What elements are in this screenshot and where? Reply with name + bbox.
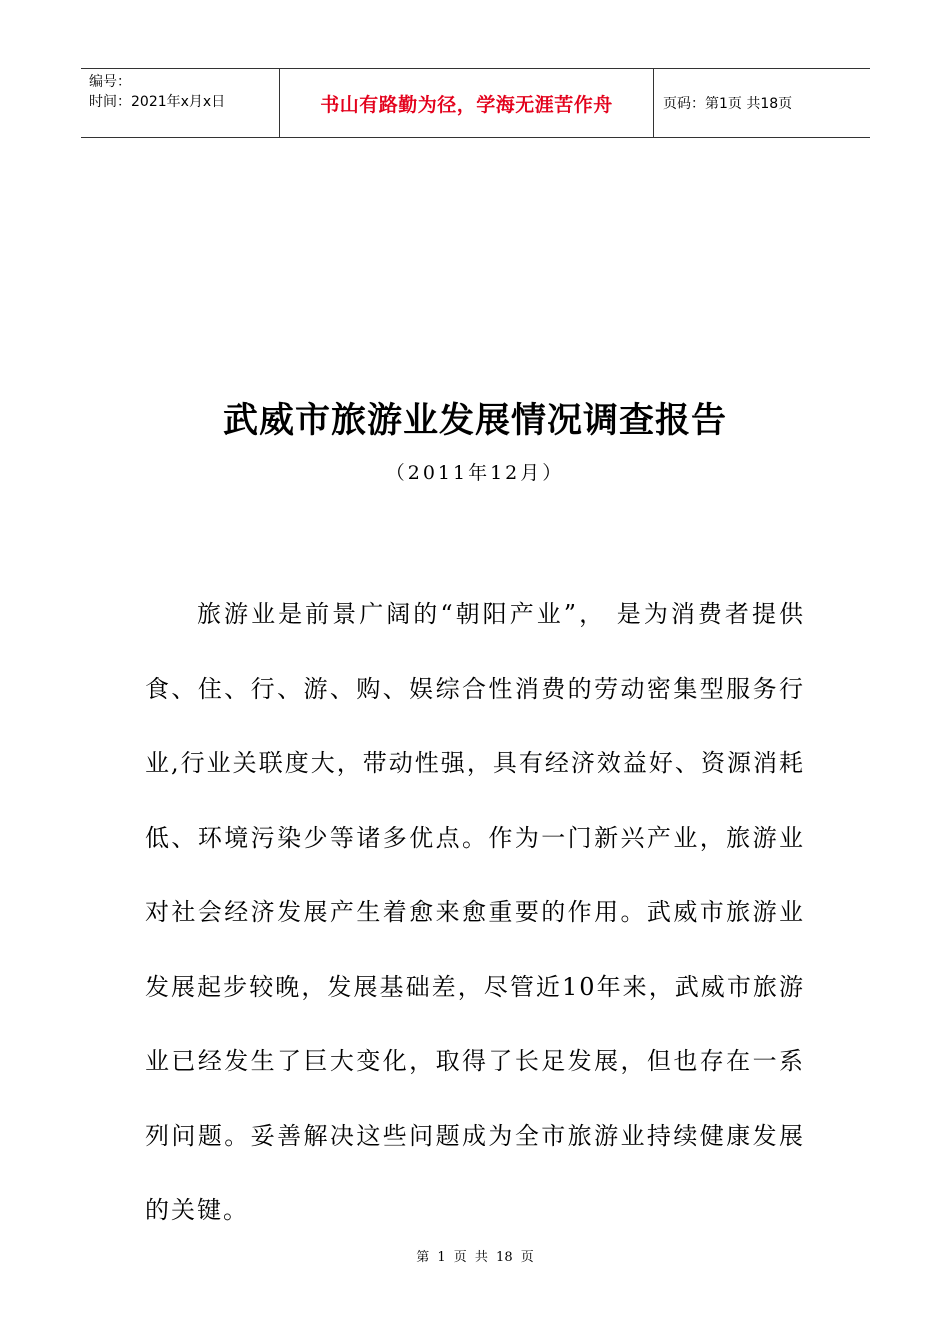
- document-date: 时间：2021年x月x日: [89, 94, 226, 110]
- body-paragraph: 旅游业是前景广阔的“朝阳产业”， 是为消费者提供食、住、行、游、购、娱综合性消费的劳动密集型服务行业,行业关联度大，带动性强，具有经济效益好、资源消耗低、环境污染少等诸多优点。作为一门新兴产业，旅游业对社会经济发展产生着愈来愈重要的作用。武威市旅游业发展起步较晚，发展基础差，尽管近10年来，武威市旅游业已经发生了巨大变化，取得了长足发展，但也存在一系列问题。妥善解决这些问题成为全市旅游业持续健康发展的关键。: [145, 600, 805, 1224]
- document-title: 武威市旅游业发展情况调查报告: [222, 400, 727, 441]
- document-code-label: 编号：: [89, 74, 131, 90]
- header-motto: 书山有路勤为径，学海无涯苦作舟: [320, 93, 613, 116]
- header-meta-cell: [81, 69, 280, 137]
- page-header: [81, 68, 870, 138]
- header-page-info: 页码：第1页 共18页: [663, 96, 793, 112]
- document-subtitle: （2011年12月）: [385, 462, 565, 484]
- page-footer: 第 1 页 共 18 页: [416, 1250, 534, 1265]
- header-motto-cell: [280, 69, 654, 137]
- header-page-cell: [654, 69, 870, 137]
